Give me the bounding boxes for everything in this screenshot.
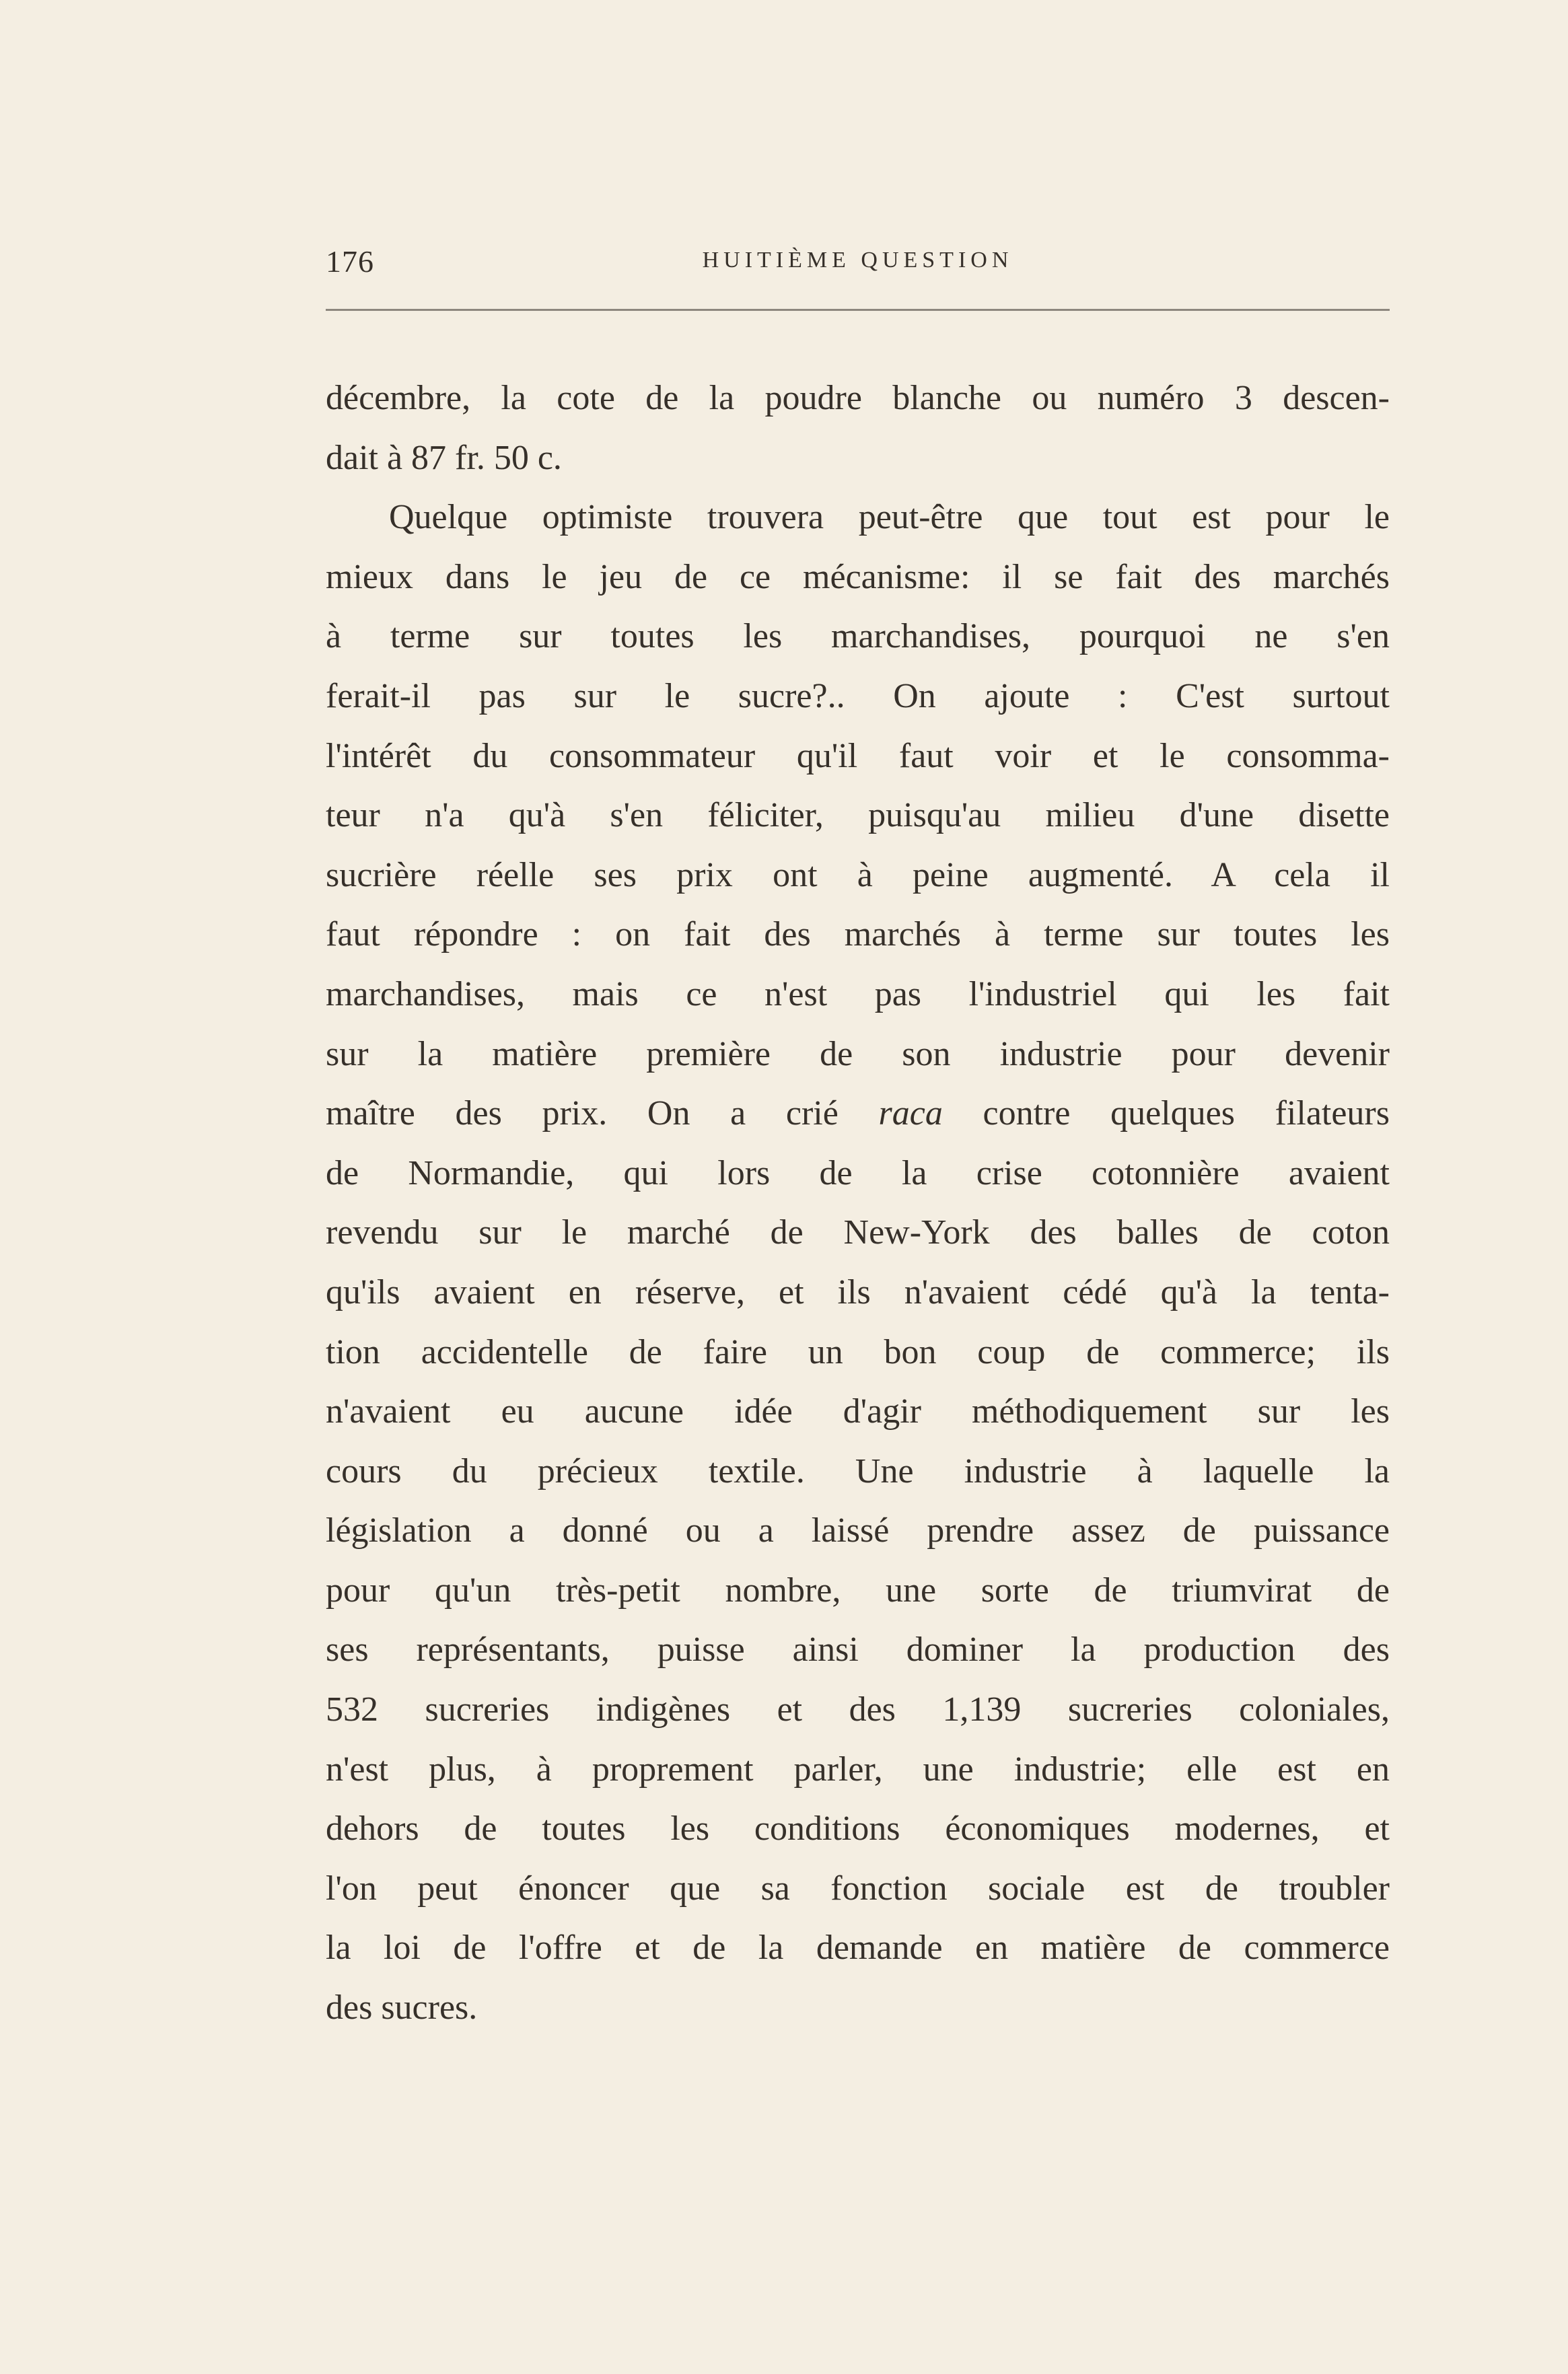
text-segment: contre quelques filateurs — [942, 1094, 1390, 1133]
text-line: dehors de toutes les conditions économiques modernes, et — [326, 1809, 1390, 1848]
text-line: législation a donné ou a laissé prendre assez de puissance — [326, 1511, 1390, 1550]
text-line: tion accidentelle de faire un bon coup de commerce; ils — [326, 1332, 1390, 1371]
text-line: teur n'a qu'à s'en féliciter, puisqu'au milieu d'une disette — [326, 796, 1390, 835]
text-line: sur la matière première de son industrie pour devenir — [326, 1034, 1390, 1073]
text-line: faut répondre : on fait des marchés à terme sur toutes les — [326, 915, 1390, 954]
text-line: mieux dans le jeu de ce mécanisme: il se fait des marchés — [326, 557, 1390, 596]
text-line: ses représentants, puisse ainsi dominer la production des — [326, 1630, 1390, 1669]
text-line: l'on peut énoncer que sa fonction sociale est de troubler — [326, 1869, 1390, 1908]
text-line: cours du précieux textile. Une industrie à laquelle la — [326, 1451, 1390, 1490]
text-line: ferait-il pas sur le sucre?.. On ajoute : C'est surtout — [326, 676, 1390, 715]
page-number: 176 — [326, 244, 374, 279]
text-line: sucrière réelle ses prix ont à peine augmenté. A cela il — [326, 855, 1390, 894]
text-line: marchandises, mais ce n'est pas l'industriel qui les fait — [326, 974, 1390, 1013]
running-title: HUITIÈME QUESTION — [702, 248, 1013, 273]
text-line: pour qu'un très-petit nombre, une sorte de triumvirat de — [326, 1571, 1390, 1610]
text-line: dait à 87 fr. 50 c. — [326, 438, 562, 477]
text-line: Quelque optimiste trouvera peut-être que tout est pour le — [389, 498, 1390, 537]
italic-word: raca — [878, 1094, 943, 1133]
text-line — [326, 1084, 1390, 1144]
text-line: n'avaient eu aucune idée d'agir méthodiquement sur les — [326, 1392, 1390, 1431]
text-line: 532 sucreries indigènes et des 1,139 sucreries coloniales, — [326, 1690, 1390, 1729]
text-line: qu'ils avaient en réserve, et ils n'avaient cédé qu'à la tenta- — [326, 1272, 1390, 1311]
text-segment: maître des prix. On a crié — [326, 1094, 879, 1133]
text-line: la loi de l'offre et de la demande en matière de commerce — [326, 1929, 1390, 1968]
text-line: n'est plus, à proprement parler, une industrie; elle est en — [326, 1750, 1390, 1789]
text-line: revendu sur le marché de New-York des balles de coton — [326, 1213, 1390, 1252]
running-header — [326, 244, 1390, 284]
text-line: de Normandie, qui lors de la crise cotonnière avaient — [326, 1153, 1390, 1192]
body-text — [326, 369, 1390, 2038]
text-line: l'intérêt du consommateur qu'il faut voir et le consomma- — [326, 736, 1390, 775]
text-line: des sucres. — [326, 1988, 478, 2027]
header-rule — [326, 309, 1390, 311]
text-line: à terme sur toutes les marchandises, pourquoi ne s'en — [326, 617, 1390, 656]
text-line: décembre, la cote de la poudre blanche ou numéro 3 descen- — [326, 379, 1390, 417]
